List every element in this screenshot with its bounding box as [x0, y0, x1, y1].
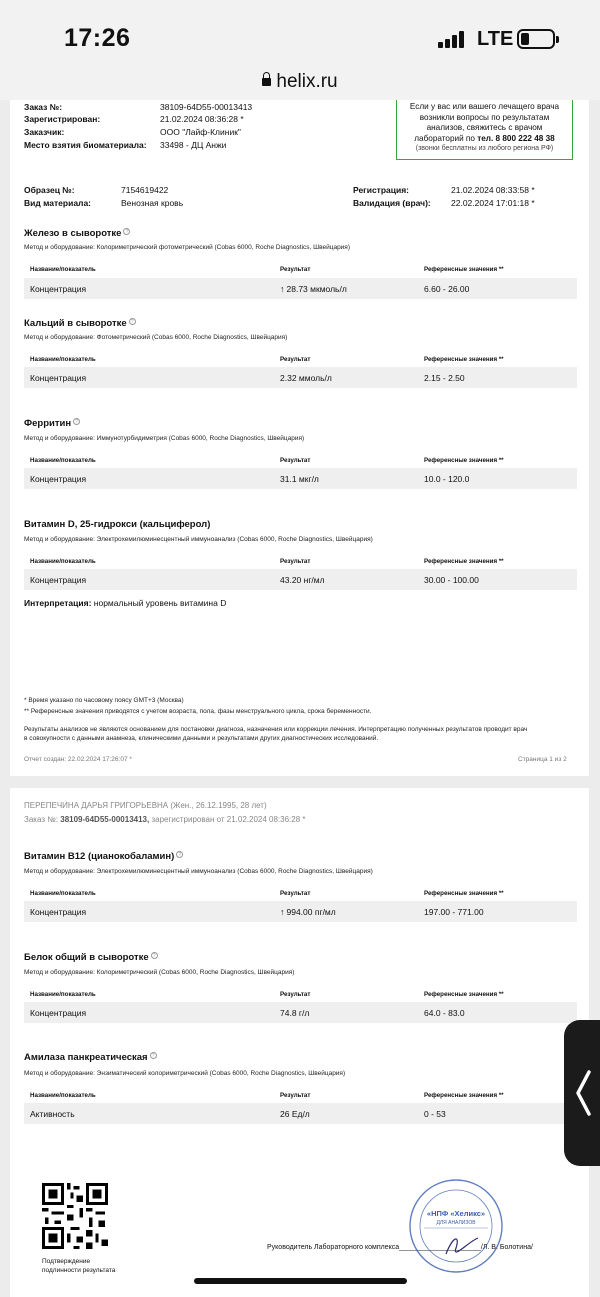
row-reference: 10.0 - 120.0: [424, 474, 470, 484]
row-reference: 2.15 - 2.50: [424, 373, 465, 383]
row-reference: 64.0 - 83.0: [424, 1008, 465, 1018]
customer-label: Заказчик:: [24, 127, 65, 137]
url-text: helix.ru: [276, 71, 338, 92]
header-reference: Референсные значения **: [424, 558, 504, 565]
hotline-line: возникли вопросы по результатам: [419, 112, 550, 122]
material-label: Вид материала:: [24, 198, 92, 208]
table-row: [24, 278, 577, 299]
test-title-text: Амилаза панкреатическая: [24, 1052, 148, 1063]
report-page-1: [10, 100, 589, 776]
header-name: Название/показатель: [30, 558, 96, 565]
hotline-note: (звонки бесплатны из любого региона РФ): [415, 145, 554, 152]
test-title-text: Кальций в сыворотке: [24, 318, 127, 329]
registration-label: Регистрация:: [353, 185, 410, 195]
test-method: Метод и оборудование: Электрохемилюминесцентный иммуноанализ (Cobas 6000, Roche Diagnostics, Швейцария): [24, 536, 373, 543]
header-reference: Референсные значения **: [424, 1092, 504, 1099]
status-bar: [0, 0, 600, 66]
interpretation-label: Интерпретация:: [24, 598, 92, 608]
order-suffix: зарегистрирован от 21.02.2024 08:36:28 *: [151, 815, 306, 824]
question-icon[interactable]: ?: [176, 851, 183, 858]
row-name: Концентрация: [30, 373, 87, 383]
table-header: [24, 555, 577, 569]
header-reference: Референсные значения **: [424, 266, 504, 273]
question-icon[interactable]: ?: [151, 952, 158, 959]
test-title-text: Ферритин: [24, 418, 72, 429]
network-type: LTE: [477, 28, 514, 50]
home-indicator[interactable]: [194, 1278, 407, 1284]
test-method: Метод и оборудование: Электрохемилюминесцентный иммуноанализ (Cobas 6000, Roche Diagnostics, Швейцария): [24, 868, 373, 875]
row-name: Концентрация: [30, 474, 87, 484]
battery-icon: [517, 29, 555, 49]
hotline-phone[interactable]: тел. 8 800 222 48 38: [477, 133, 555, 143]
header-reference: Референсные значения **: [424, 356, 504, 363]
table-row: [24, 569, 577, 590]
test-method: Метод и оборудование: Фотометрический (Cobas 6000, Roche Diagnostics, Швейцария): [24, 334, 288, 341]
row-result-value: 2.32 ммоль/л: [280, 373, 332, 383]
table-header: [24, 263, 577, 277]
table-row: [24, 901, 577, 922]
header-name: Название/показатель: [30, 356, 96, 363]
note-reference: ** Референсные значения приводятся с учетом возраста, пола, фазы менструального цикла, срока беременности.: [24, 708, 372, 715]
row-result: [280, 907, 336, 917]
table-header: [24, 887, 577, 901]
header-reference: Референсные значения **: [424, 991, 504, 998]
row-result-value: 994.00 пг/мл: [286, 907, 336, 917]
row-name: Концентрация: [30, 1008, 87, 1018]
test-title-amylase: [24, 1052, 157, 1063]
qr-caption-line: подлинности результата: [42, 1267, 116, 1274]
hotline-phone-line: [397, 134, 572, 145]
header-name: Название/показатель: [30, 1092, 96, 1099]
validation-value: 22.02.2024 17:01:18 *: [451, 198, 535, 208]
qr-caption-line: Подтверждение: [42, 1258, 91, 1265]
test-title-text: Железо в сыворотке: [24, 228, 122, 239]
report-page-2: [10, 788, 589, 1297]
table-header: [24, 454, 577, 468]
test-title-text: Витамин B12 (цианокобаламин): [24, 851, 175, 862]
disclaimer-line-1: Результаты анализов не являются основанием для постановки диагноза, назначения или коррекции лечения. Интерпретацию полученных результатов проводит врач: [24, 726, 528, 733]
row-result-value: 43.20 нг/мл: [280, 575, 325, 585]
question-icon[interactable]: ?: [73, 418, 80, 425]
patient-info: ПЕРЕПЕЧИНА ДАРЬЯ ГРИГОРЬЕВНА (Жен., 26.12.1995, 28 лет): [24, 801, 267, 810]
row-result-value: 31.1 мкг/л: [280, 474, 319, 484]
order-number: 38109-64D55-00013413,: [60, 815, 150, 824]
test-title-text: Белок общий в сыворотке: [24, 952, 149, 963]
material-value: Венозная кровь: [121, 198, 184, 208]
test-title-b12: [24, 851, 183, 862]
row-name: Активность: [30, 1109, 75, 1119]
row-result: [280, 284, 347, 294]
header-result: Результат: [280, 991, 311, 998]
table-row: [24, 1002, 577, 1023]
high-flag-icon: ↑: [280, 907, 285, 917]
hotline-line: Если у вас или вашего лечащего врача: [409, 102, 560, 111]
table-row: [24, 367, 577, 388]
question-icon[interactable]: ?: [150, 1052, 157, 1059]
test-method: Метод и оборудование: Иммунотурбидиметрия (Cobas 6000, Roche Diagnostics, Швейцария): [24, 435, 305, 442]
registered-value: 21.02.2024 08:36:28 *: [160, 114, 244, 124]
sample-number-label: Образец №:: [24, 185, 75, 195]
hotline-line: анализов, свяжитесь с врачом: [426, 123, 543, 132]
address-bar[interactable]: [0, 66, 600, 100]
order-value: 38109-64D55-00013413: [160, 102, 253, 112]
validation-label: Валидация (врач):: [353, 198, 431, 208]
test-title-iron: [24, 228, 130, 239]
svg-text:«НПФ «Хеликс»: «НПФ «Хеликс»: [426, 1209, 486, 1218]
row-result-value: 26 Ед/л: [280, 1109, 310, 1119]
seal-stamp-icon: [406, 1176, 506, 1276]
lock-icon: [262, 78, 271, 86]
header-name: Название/показатель: [30, 266, 96, 273]
row-reference: 197.00 - 771.00: [424, 907, 484, 917]
signature-line: Руководитель Лабораторного комплекса_____________________/Л. В. Болотина/: [267, 1244, 533, 1251]
disclaimer-line-2: в совокупности с данными анамнеза, клиническими данными и результатами других диагностических исследований.: [24, 735, 379, 742]
header-result: Результат: [280, 266, 311, 273]
sample-place-value: 33498 - ДЦ Анжи: [160, 140, 227, 150]
table-header: [24, 353, 577, 367]
test-method: Метод и оборудование: Колориметрический фотометрический (Cobas 6000, Roche Diagnostics, Швейцария): [24, 244, 350, 251]
header-name: Название/показатель: [30, 991, 96, 998]
registered-label: Зарегистрирован:: [24, 114, 101, 124]
test-method: Метод и оборудование: Энзиматический колориметрический (Cobas 6000, Roche Diagnostics, Швейцария): [24, 1070, 346, 1077]
customer-value: ООО "Лайф-Клиник": [160, 127, 241, 137]
table-header: [24, 988, 577, 1002]
svg-text:ДЛЯ АНАЛИЗОВ: ДЛЯ АНАЛИЗОВ: [436, 1220, 476, 1226]
test-title-calcium: [24, 318, 136, 329]
test-title-protein: [24, 952, 158, 963]
cellular-signal-icon: [438, 30, 466, 48]
question-icon[interactable]: ?: [123, 228, 130, 235]
row-result-value: 28.73 мкмоль/л: [286, 284, 347, 294]
row-reference: 30.00 - 100.00: [424, 575, 479, 585]
row-reference: 0 - 53: [424, 1109, 446, 1119]
test-method: Метод и оборудование: Колориметрический (Cobas 6000, Roche Diagnostics, Швейцария): [24, 969, 295, 976]
sample-number-value: 7154619422: [121, 185, 169, 195]
header-result: Результат: [280, 356, 311, 363]
header-reference: Референсные значения **: [424, 457, 504, 464]
question-icon[interactable]: ?: [129, 318, 136, 325]
header-result: Результат: [280, 558, 311, 565]
row-result-value: 74.8 г/л: [280, 1008, 310, 1018]
table-header: [24, 1089, 577, 1103]
interpretation-text: нормальный уровень витамина D: [93, 598, 227, 608]
page-number: Страница 1 из 2: [518, 756, 567, 763]
row-name: Концентрация: [30, 575, 87, 585]
header-result: Результат: [280, 457, 311, 464]
hotline-prefix: лабораторий по: [414, 133, 475, 143]
header-reference: Референсные значения **: [424, 890, 504, 897]
header-result: Результат: [280, 1092, 311, 1099]
row-name: Концентрация: [30, 907, 87, 917]
order-prefix: Заказ №:: [24, 815, 59, 824]
row-name: Концентрация: [30, 284, 87, 294]
row-reference: 6.60 - 26.00: [424, 284, 470, 294]
side-panel-tab[interactable]: [564, 1020, 600, 1166]
table-row: [24, 1103, 577, 1124]
chevron-left-icon: [572, 1068, 594, 1118]
registration-value: 21.02.2024 08:33:58 *: [451, 185, 535, 195]
header-result: Результат: [280, 890, 311, 897]
qr-code-icon[interactable]: [42, 1183, 108, 1249]
order-line: [24, 815, 305, 824]
hotline-box: [396, 100, 573, 160]
table-row: [24, 468, 577, 489]
report-created: Отчет создан: 22.02.2024 17:26:07 *: [24, 756, 132, 763]
test-title-ferritin: [24, 418, 80, 429]
sample-place-label: Место взятия биоматериала:: [24, 140, 147, 150]
test-title-vitamin-d: Витамин D, 25-гидрокси (кальциферол): [24, 519, 211, 530]
qr-caption: [42, 1257, 115, 1275]
interpretation: [24, 598, 226, 608]
order-label: Заказ №:: [24, 102, 63, 112]
header-name: Название/показатель: [30, 890, 96, 897]
high-flag-icon: ↑: [280, 284, 285, 294]
clock: 17:26: [64, 24, 131, 52]
header-name: Название/показатель: [30, 457, 96, 464]
note-timezone: * Время указано по часовому поясу GMT+3 (Москва): [24, 697, 184, 704]
